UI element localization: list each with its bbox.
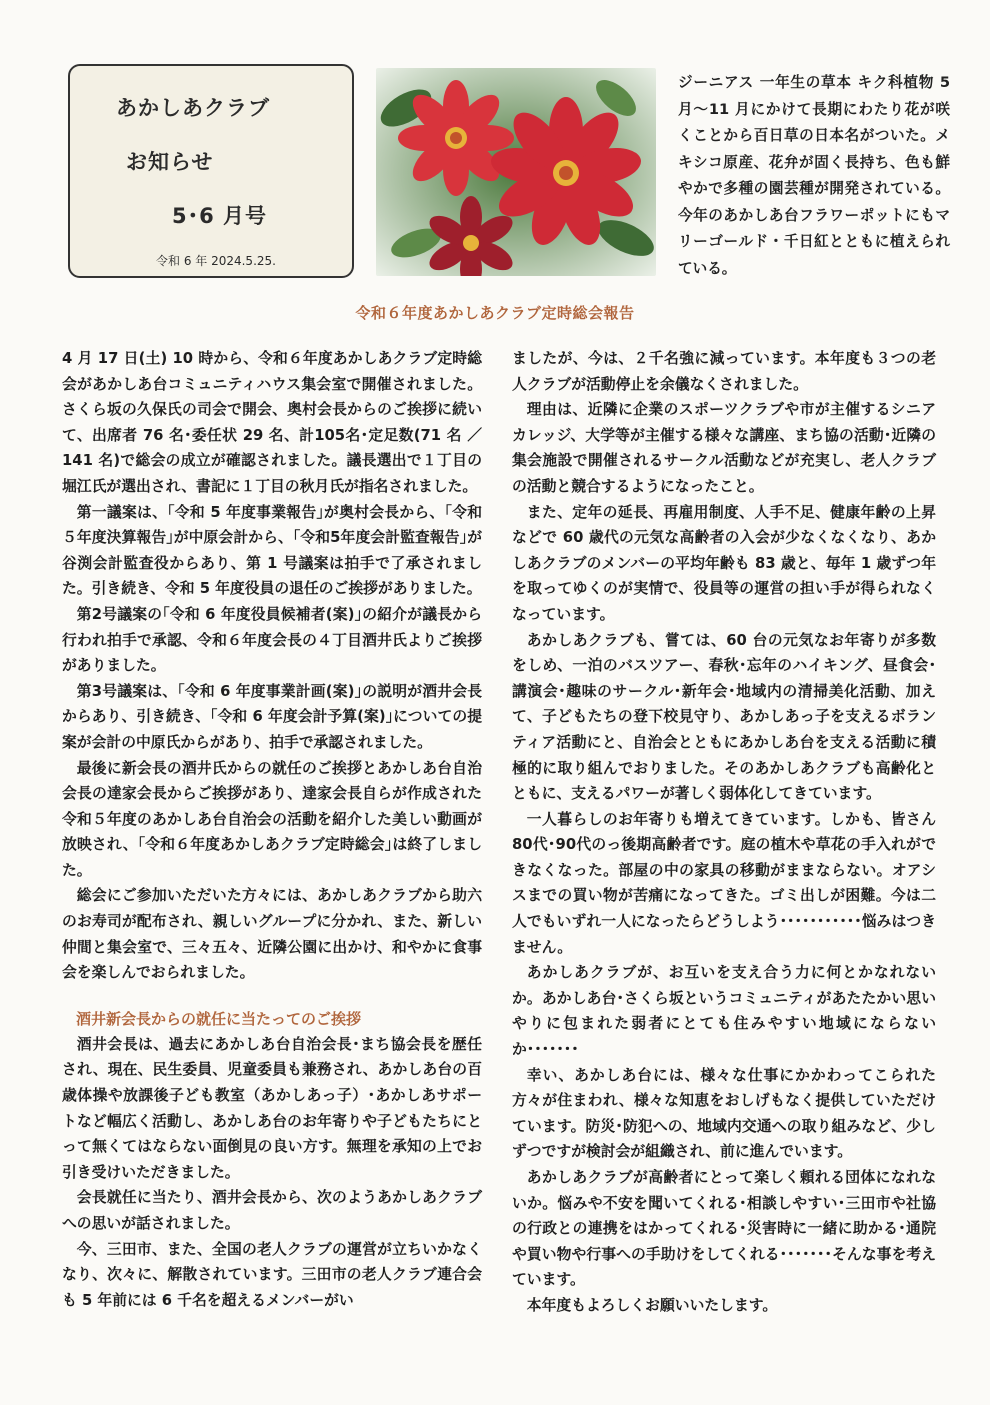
paragraph: 第一議案は、｢令和 5 年度事業報告｣が奥村会長から、｢令和５年度決算報告｣が中原会計から、｢令和5年度会計監査報告｣が谷渕会計監査役からあり、第 1 号議案は拍手で了承されました。引き続き、令和 5 年度役員の退任のご挨拶がありました。 (62, 503, 482, 598)
left-column (62, 346, 482, 1313)
paragraph: あかしあクラブが、お互いを支え合う力に何とかなれないか。あかしあ台･さくら坂というコミュニティがあたたかい思いやりに包まれた弱者にとても住みやすい地域にならないか･･･････ (512, 964, 936, 1059)
club-name: あかしあクラブ (116, 96, 270, 120)
paragraph: 理由は、近隣に企業のスポーツクラブや市が主催するシニアカレッジ、大学等が主催する様々な講座、まち協の活動･近隣の集会施設で開催されるサークル活動などが充実し、老人クラブの活動と競合するようになったこと。 (512, 401, 936, 495)
paragraph: 今、三田市、また、全国の老人クラブの運営が立ちいかなくなり、次々に、解散されています。三田市の老人クラブ連合会も 5 年前には 6 千名を超えるメンバーがい (62, 1240, 482, 1309)
paragraph: 最後に新会長の酒井氏からの就任のご挨拶とあかしあ台自治会長の達家会長からご挨拶があり、達家会長自らが作成された令和５年度のあかしあ台自治会の活動を紹介した美しい動画が放映され、｢令和６年度あかしあクラブ定時総会｣は終了しました。 (62, 759, 482, 879)
paragraph: 幸い、あかしあ台には、様々な仕事にかかわってこられた方々が住まわれ、様々な知恵をおしげもなく提供していただけています。防災･防犯への、地域内交通への取り組みなど、少しずつですが検討会が組織され、前に進んでいます。 (512, 1066, 936, 1161)
right-column (512, 346, 936, 1319)
paragraph: 一人暮らしのお年寄りも増えてきています。しかも、皆さん80代･90代のっ後期高齢者です。庭の植木や草花の手入れができなくなった。部屋の中の家具の移動がままならない。オアシスまでの買い物が苦痛になってきた。ゴミ出しが困難。今は二人でもいずれ一人になったらどうしよう･･･････････悩みはつきません。 (512, 810, 936, 956)
issue-date: 令和 6 年 2024.5.25. (156, 254, 276, 268)
greeting-subheading: 酒井新会長からの就任に当たってのご挨拶 (76, 1009, 362, 1028)
newsletter-title-box (68, 64, 354, 278)
paragraph: ましたが、今は、２千名強に減っています。本年度も３つの老人クラブが活動停止を余儀なくされました。 (512, 350, 936, 393)
paragraph: 総会にご参加いただいた方々には、あかしあクラブから助六のお寿司が配布され、親しいグループに分かれ、また、新しい仲間と集会室で、三々五々、近隣公園に出かけ、和やかに食事会を楽しんでおられました。 (62, 887, 482, 982)
notice-label: お知らせ (126, 150, 214, 174)
paragraph: 酒井会長は、過去にあかしあ台自治会長･まち協会長を歴任され、現在、民生委員、児童委員も兼務され、あかしあ台の百歳体操や放課後子ども教室（あかしあっ子）･あかしあサポートなど幅広く活動し、あかしあ台のお年寄りや子どもたちにとって無くてはならない面倒見の良い方す。無理を承知の上でお引き受けいただきました。 (62, 1035, 482, 1181)
paragraph: 4 月 17 日(土) 10 時から、令和６年度あかしあクラブ定時総会があかしあ台コミュニティハウス集会室で開催されました。さくら坂の久保氏の司会で開会、奥村会長からのご挨拶に続いて、出席者 76 名･委任状 29 名、計105名･定足数(71 名 ／141 名)で総会の成立が確認されました。議長選出で１丁目の堀江氏が選出され、書記に１丁目の秋月氏が指名されました。 (62, 350, 482, 495)
paragraph: 第2号議案の｢令和 6 年度役員候補者(案)｣の紹介が議長から行われ拍手で承認、令和６年度会長の４丁目酒井氏よりご挨拶がありました。 (62, 605, 482, 675)
paragraph: あかしあクラブが高齢者にとって楽しく頼れる団体になれないか。悩みや不安を聞いてくれる･相談しやすい･三田市や社協の行政との連携をはかってくれる･災害時に一緒に助かる･通院や買い物や行事への手助けをしてくれる･･･････そんな事を考えています。 (512, 1169, 936, 1289)
flower-caption: ジーニアス 一年生の草本 キク科植物 5 月～11 月にかけて長期にわたり花が咲くことから百日草の日本名がついた。メキシコ原産、花弁が固く長持ち、色も鮮やかで多種の園芸種が開発されている。今年のあかしあ台フラワーポットにもマリーゴールド・千日紅とともに植えられている。 (678, 74, 950, 277)
paragraph: 本年度もよろしくお願いいたします。 (526, 1296, 778, 1314)
paragraph: 会長就任に当たり、酒井会長から、次のようあかしあクラブへの思いが話されました。 (62, 1189, 482, 1232)
zinnia-flower-photo (376, 68, 656, 276)
paragraph: あかしあクラブも、嘗ては、60 台の元気なお年寄りが多数をしめ、一泊のバスツアー、春秋･忘年のハイキング、昼食会･講演会･趣味のサークル･新年会･地域内の清掃美化活動、加えて、子どもたちの登下校見守り、あかしあっ子を支えるボランティア活動にと、自治会とともにあかしあ台を支える活動に積極的に取り組んでおりました。そのあかしあクラブも高齢化とともに、支えるパワーが著しく弱体化してきています。 (512, 631, 936, 803)
report-title: 令和６年度あかしあクラブ定時総会報告 (355, 304, 635, 322)
zinnia-flower-icon (376, 68, 656, 276)
issue-label: 5･6 月号 (172, 204, 268, 228)
paragraph: 第3号議案は、｢令和 6 年度事業計画(案)｣の説明が酒井会長からあり、引き続き、｢令和 6 年度会計予算(案)｣についての提案が会計の中原氏からがあり、拍手で承認されました。 (62, 682, 482, 751)
paragraph: また、定年の延長、再雇用制度、人手不足、健康年齢の上昇などで 60 歳代の元気な高齢者の入会が少なくなくなり、あかしあクラブのメンバーの平均年齢も 83 歳と、毎年 1 歳ずつ年を取ってゆくのが実情で、役員等の運営の担い手が得られなくなっています。 (512, 503, 936, 623)
